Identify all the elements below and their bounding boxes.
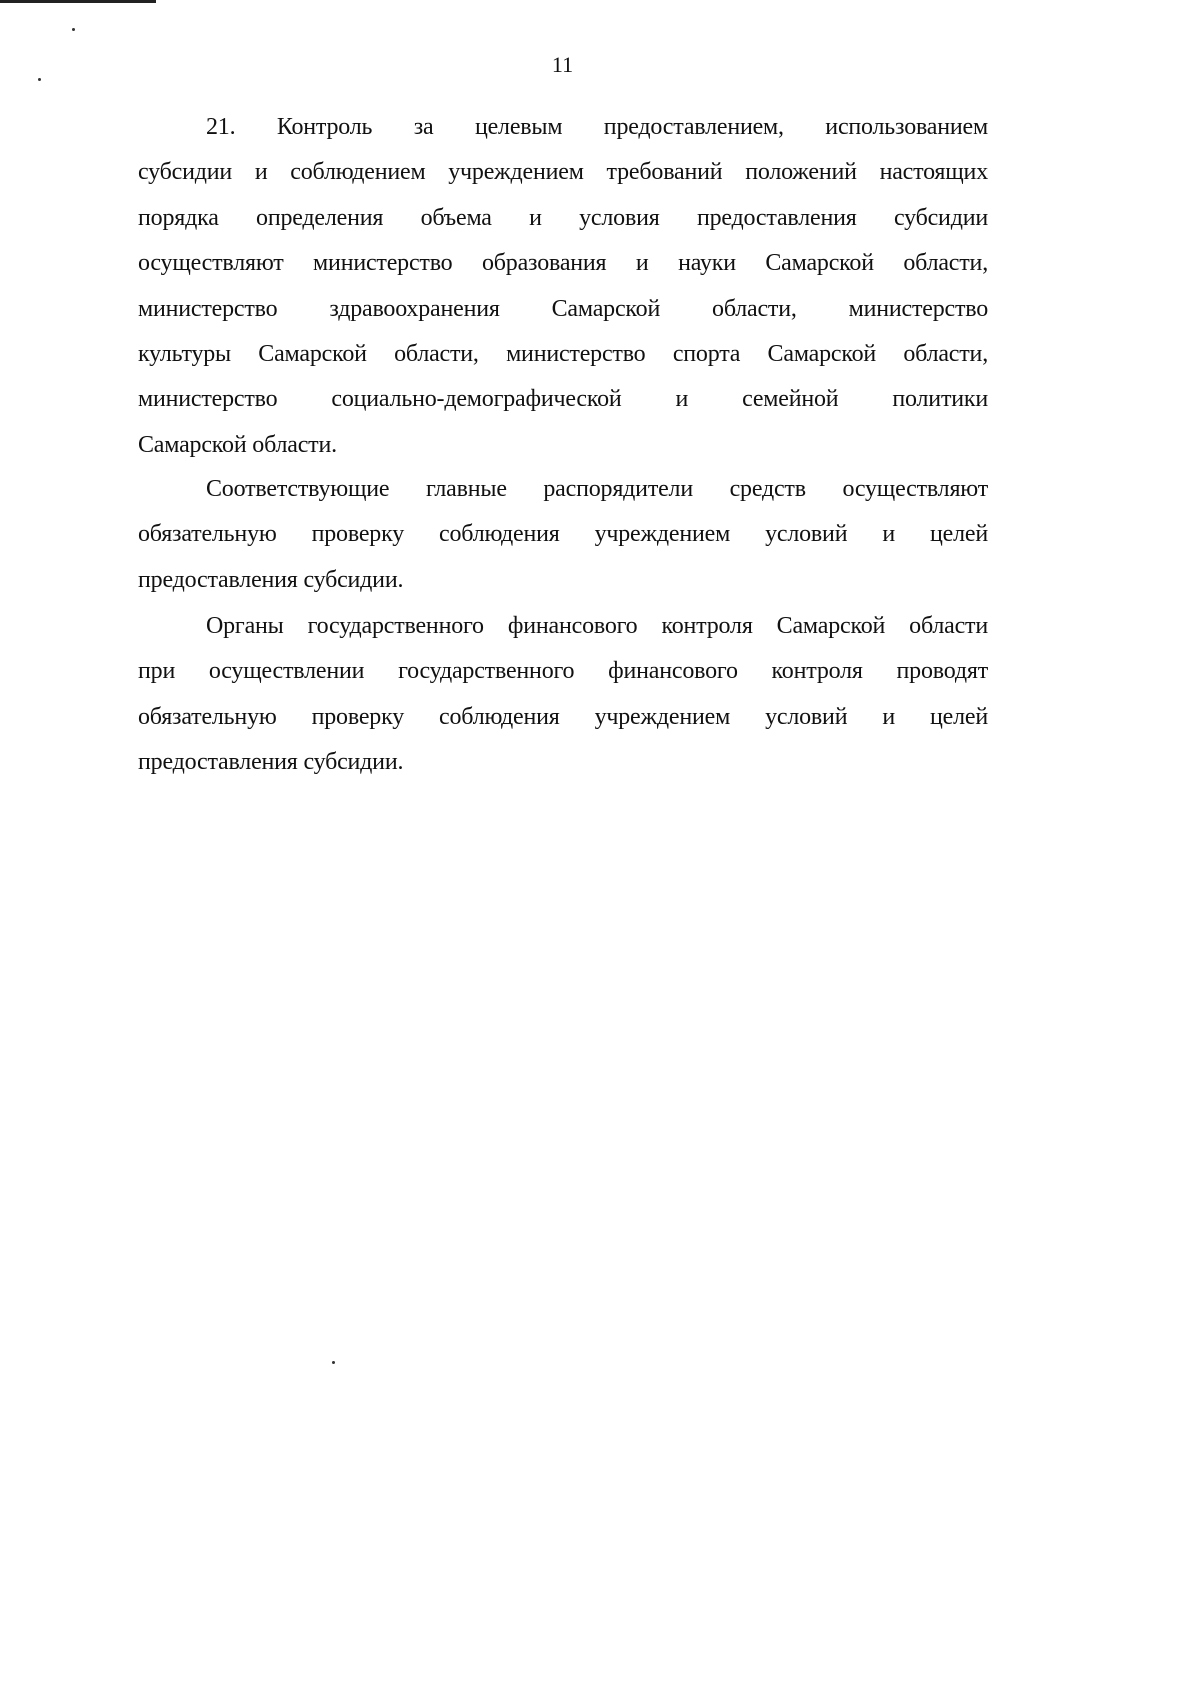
scan-speck [38,78,41,81]
paragraph-main-administrators [138,467,988,603]
text-line: Органы государственного финансового контроля Самарской области [206,613,988,639]
text-line: осуществляют министерство образования и науки Самарской области, [138,250,988,277]
text-line: обязательную проверку соблюдения учреждением условий и целей [138,703,988,730]
text-line: культуры Самарской области, министерство спорта Самарской области, [138,340,988,367]
paragraph-financial-control [138,604,988,786]
text-line: обязательную проверку соблюдения учреждением условий и целей [138,521,988,548]
text-line: предоставления субсидии. [138,749,404,776]
text-line: порядка определения объема и условия предоставления субсидии [138,204,988,231]
text-line: Самарской области. [138,431,337,458]
text-line: предоставления субсидии. [138,566,404,593]
paragraph-21 [138,105,988,468]
scan-speck [72,28,75,31]
text-line: министерство здравоохранения Самарской области, министерство [138,295,988,322]
scan-speck [332,1361,335,1364]
text-line: при осуществлении государственного финансового контроля проводят [138,658,988,685]
scan-edge-line [0,0,156,3]
text-line: Соответствующие главные распорядители средств осуществляют [206,476,988,502]
page-number: 11 [551,52,574,77]
text-line: субсидии и соблюдением учреждением требований положений настоящих [138,159,988,186]
text-line: 21. Контроль за целевым предоставлением, использованием [206,114,988,140]
text-line: министерство социально-демографической и семейной политики [138,386,988,413]
